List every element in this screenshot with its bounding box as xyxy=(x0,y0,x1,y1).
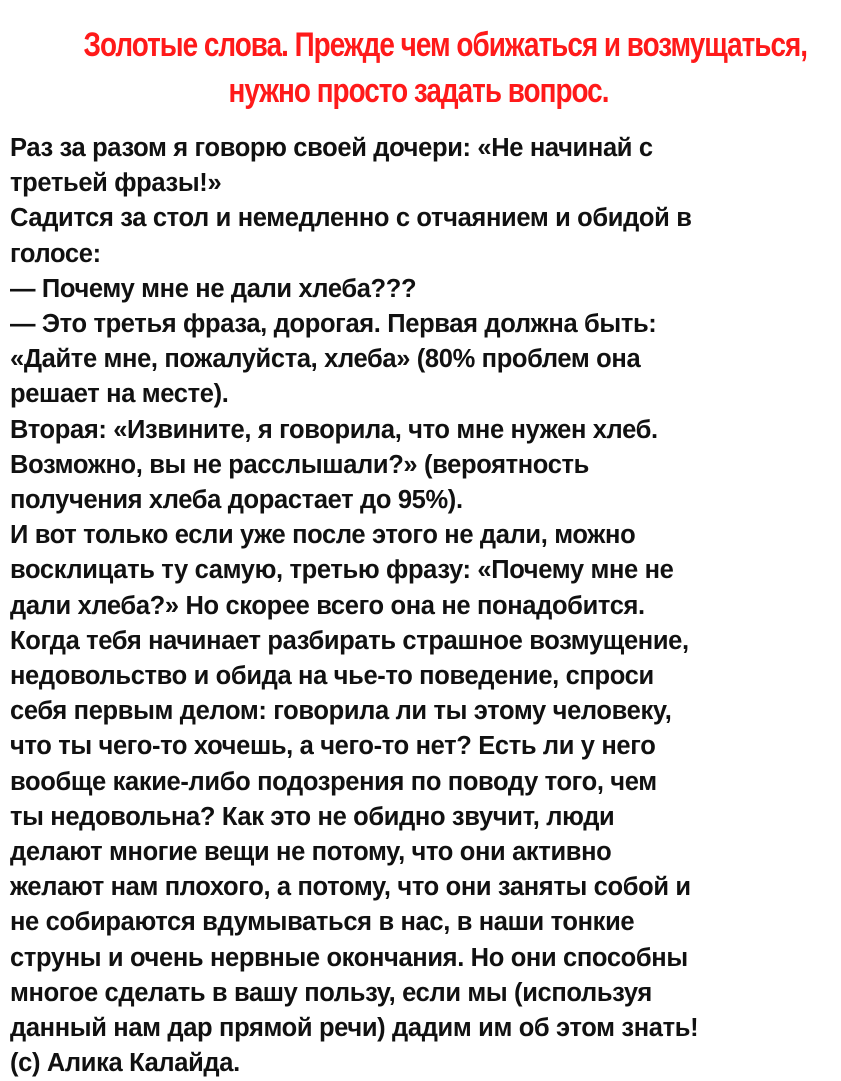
author-credit: (c) Алика Калайда. xyxy=(10,1049,240,1078)
text-line: Возможно, вы не расслышали?» (вероятность xyxy=(10,450,589,479)
text-line: Садится за стол и немедленно с отчаянием и обидой в xyxy=(10,204,692,233)
text-line: что ты чего-то хочешь, а чего-то нет? Есть ли у него xyxy=(10,732,656,761)
text-line: решает на месте). xyxy=(10,380,229,409)
text-line: — Почему мне не дали хлеба??? xyxy=(10,274,417,303)
text-line: Вторая: «Извините, я говорила, что мне нужен хлеб. xyxy=(10,415,658,444)
story-text xyxy=(10,131,827,1081)
text-line: третьей фразы!» xyxy=(10,169,222,198)
text-line: голосе: xyxy=(10,239,101,268)
text-line: И вот только если уже после этого не дали, можно xyxy=(10,521,636,550)
text-line: вообще какие-либо подозрения по поводу того, чем xyxy=(10,767,657,796)
text-line: недовольство и обида на чье-то поведение, спроси xyxy=(10,662,654,691)
headline xyxy=(83,22,808,114)
text-line: струны и очень нервные окончания. Но они способны xyxy=(10,943,688,972)
text-line: дали хлеба?» Но скорее всего она не понадобится. xyxy=(10,591,645,620)
text-line: ты недовольна? Как это не обидно звучит, люди xyxy=(10,802,615,831)
text-line: восклицать ту самую, третью фразу: «Почему мне не xyxy=(10,556,674,585)
text-line: делают многие вещи не потому, что они активно xyxy=(10,838,612,867)
text-line: Раз за разом я говорю своей дочери: «Не начинай с xyxy=(10,134,653,162)
headline-line-2: нужно просто задать вопрос. xyxy=(228,72,609,110)
text-line: — Это третья фраза, дорогая. Первая должна быть: xyxy=(10,310,657,339)
text-line: не собираются вдумываться в нас, в наши тонкие xyxy=(10,908,635,937)
text-line: себя первым делом: говорила ли ты этому человеку, xyxy=(10,697,672,726)
text-line: данный нам дар прямой речи) дадим им об этом знать! xyxy=(10,1014,699,1043)
headline-line-1: Золотые слова. Прежде чем обижаться и возмущаться, xyxy=(83,26,808,64)
text-line: многое сделать в вашу пользу, если мы (используя xyxy=(10,978,652,1007)
text-line: «Дайте мне, пожалуйста, хлеба» (80% проблем она xyxy=(10,345,641,374)
text-line: Когда тебя начинает разбирать страшное возмущение, xyxy=(10,626,689,655)
text-line: желают нам плохого, а потому, что они заняты собой и xyxy=(10,873,691,902)
text-line: получения хлеба дорастает до 95%). xyxy=(10,486,463,515)
